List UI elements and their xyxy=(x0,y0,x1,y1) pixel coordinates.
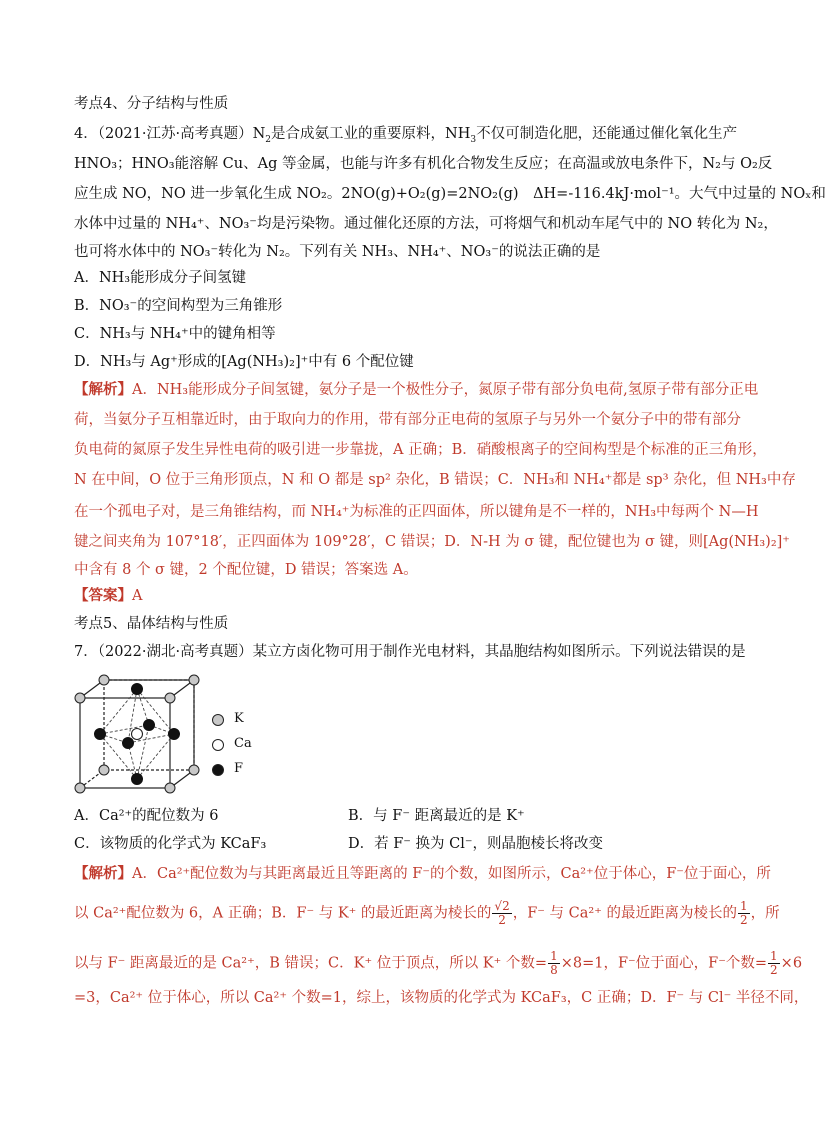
answer-value: A xyxy=(132,588,143,604)
k-atom xyxy=(165,783,175,793)
q4-text-c: 不仅可制造化肥，还能通过催化氧化生产 xyxy=(476,126,738,142)
question-4-answer xyxy=(74,586,142,606)
question-4-option-b: B．NO₃⁻的空间构型为三角锥形 xyxy=(74,298,283,314)
f-atom xyxy=(123,738,134,749)
question-7-source: （2022·湖北·高考真题） xyxy=(97,644,253,660)
question-4-analysis-line-4: N 在中间，O 位于三角形顶点，N 和 O 都是 sp² 杂化，B 错误；C．NH₃和 NH₄⁺都是 sp³ 杂化，但 NH₃中存 xyxy=(74,472,796,488)
question-7-option-d: D．若 F⁻ 换为 Cl⁻，则晶胞棱长将改变 xyxy=(348,836,604,852)
question-4-option-d: D．NH₃与 Ag⁺形成的[Ag(NH₃)₂]⁺中有 6 个配位键 xyxy=(74,354,414,370)
analysis-label: 【解析】 xyxy=(74,381,132,398)
question-4-option-c: C．NH₃与 NH₄⁺中的键角相等 xyxy=(74,326,276,342)
question-7-analysis-line-1 xyxy=(74,864,771,884)
question-4-analysis-line-6: 键之间夹角为 107°18′，正四面体为 109°28′，C 错误；D．N-H 为 σ 键，配位键也为 σ 键，则[Ag(NH₃)₂]⁺ xyxy=(74,534,790,550)
fraction-one-eighth xyxy=(548,950,560,977)
k-atom xyxy=(189,765,199,775)
fraction-one-half xyxy=(768,950,780,977)
analysis-text: A．NH₃能形成分子间氢键，氨分子是一个极性分子，氮原子带有部分负电荷,氢原子带有部分正电 xyxy=(132,382,759,398)
question-7-option-c: C．该物质的化学式为 KCaF₃ xyxy=(74,836,267,852)
fraction-sqrt2-over-2 xyxy=(492,900,511,927)
analysis-text: ×6 xyxy=(780,955,803,972)
question-4-analysis-line-3: 负电荷的氮原子发生异性电荷的吸引进一步靠拢，A 正确；B．硝酸根离子的空间构型是个标准的正三角形， xyxy=(74,442,767,458)
question-4-option-a: A．NH₃能形成分子间氢键 xyxy=(74,270,247,286)
question-4-line-5: 也可将水体中的 NO₃⁻转化为 N₂。下列有关 NH₃、NH₄⁺、NO₃⁻的说法正确的是 xyxy=(74,244,601,260)
k-atom xyxy=(75,693,85,703)
answer-label: 【答案】 xyxy=(74,587,132,604)
fraction-numerator: √2 xyxy=(494,899,510,913)
fraction-numerator: 1 xyxy=(550,949,558,963)
question-7-analysis-line-4: =3，Ca²⁺ 位于体心，所以 Ca²⁺ 个数=1，综上，该物质的化学式为 KCaF₃，C 正确；D．F⁻ 与 Cl⁻ 半径不同， xyxy=(74,990,809,1006)
q4-text-b: 是合成氨工业的重要原料，NH xyxy=(271,126,471,142)
k-atom xyxy=(165,693,175,703)
f-atom xyxy=(132,684,143,695)
question-7-stem xyxy=(74,642,746,662)
fraction-denominator: 2 xyxy=(770,963,778,977)
question-4-line-3: 应生成 NO，NO 进一步氧化生成 NO₂。2NO(g)+O₂(g)=2NO₂(g) ΔH=-116.4kJ·mol⁻¹。大气中过量的 NOₓ和 xyxy=(74,186,826,202)
legend-ca-label: Ca xyxy=(234,736,252,751)
analysis-text: ，F⁻ 与 Ca²⁺ 的最近距离为棱长的 xyxy=(512,905,737,922)
analysis-text: ，所 xyxy=(750,905,780,922)
fraction-numerator: 1 xyxy=(770,949,778,963)
question-4-number: 4． xyxy=(74,126,98,142)
q4-text-a: N xyxy=(252,126,266,142)
legend-ca-swatch xyxy=(212,739,224,751)
analysis-text: 以与 F⁻ 距离最近的是 Ca²⁺，B 错误；C．K⁺ 位于顶点，所以 K⁺ 个数= xyxy=(74,955,548,972)
question-4-source: （2021·江苏·高考真题） xyxy=(97,126,253,142)
f-atom xyxy=(95,729,106,740)
question-7-option-a: A．Ca²⁺的配位数为 6 xyxy=(74,808,219,824)
question-7-option-b: B．与 F⁻ 距离最近的是 K⁺ xyxy=(348,808,525,824)
question-4-analysis-line-2: 荷，当氨分子互相靠近时，由于取向力的作用，带有部分正电荷的氢原子与另外一个氨分子中的带有部分 xyxy=(74,412,741,428)
fraction-one-half xyxy=(738,900,750,927)
legend-k-swatch xyxy=(212,714,224,726)
question-7-analysis-line-2 xyxy=(74,900,780,927)
f-atom xyxy=(169,729,180,740)
fraction-denominator: 2 xyxy=(498,913,506,927)
fraction-denominator: 8 xyxy=(550,963,558,977)
k-atom xyxy=(99,765,109,775)
question-4-analysis-line-7: 中含有 8 个 σ 键，2 个配位键，D 错误；答案选 A。 xyxy=(74,562,418,578)
question-4-analysis-line-5: 在一个孤电子对，是三角锥结构，而 NH₄⁺为标准的正四面体，所以键角是不一样的，NH₃中每两个 N—H xyxy=(74,504,759,520)
legend-f-swatch xyxy=(212,764,224,776)
analysis-text: 以 Ca²⁺配位数为 6，A 正确；B．F⁻ 与 K⁺ 的最近距离为棱长的 xyxy=(74,905,492,922)
fraction-denominator: 2 xyxy=(739,913,748,927)
question-7-options-row-1 xyxy=(74,806,219,826)
question-4-line-1: 4．（2021·江苏·高考真题）$N_2$是合成氨工业的重要原料，$NH_3$不仅可制造化肥，还能通过催化氧化生产 xyxy=(74,126,738,145)
legend-k-label: K xyxy=(234,711,244,726)
k-atom xyxy=(189,675,199,685)
section-4-heading: 考点4、分子结构与性质 xyxy=(74,96,229,112)
question-4-analysis-line-1 xyxy=(74,380,758,400)
analysis-label: 【解析】 xyxy=(74,865,132,882)
question-7-analysis-line-3 xyxy=(74,950,802,977)
analysis-text: ×8=1，F⁻位于面心，F⁻个数= xyxy=(560,955,768,972)
k-atom xyxy=(99,675,109,685)
f-atom xyxy=(132,774,143,785)
fraction-numerator: 1 xyxy=(739,899,748,913)
analysis-text: A．Ca²⁺配位数为与其距离最近且等距离的 F⁻的个数，如图所示，Ca²⁺位于体心，F⁻位于面心，所 xyxy=(132,866,771,882)
ca-atom xyxy=(132,729,143,740)
section-5-heading: 考点5、晶体结构与性质 xyxy=(74,616,229,632)
question-7-number: 7． xyxy=(74,644,98,660)
f-atom xyxy=(144,720,155,731)
question-4-line-4: 水体中过量的 NH₄⁺、NO₃⁻均是污染物。通过催化还原的方法，可将烟气和机动车尾气中的 NO 转化为 N₂， xyxy=(74,216,778,232)
question-7-text: 某立方卤化物可用于制作光电材料，其晶胞结构如图所示。下列说法错误的是 xyxy=(252,644,746,660)
question-4-line-2: HNO₃；HNO₃能溶解 Cu、Ag 等金属，也能与许多有机化合物发生反应；在高温或放电条件下，N₂与 O₂反 xyxy=(74,156,773,172)
crystal-cell-diagram xyxy=(74,676,204,798)
k-atom xyxy=(75,783,85,793)
legend-f-label: F xyxy=(234,761,244,776)
